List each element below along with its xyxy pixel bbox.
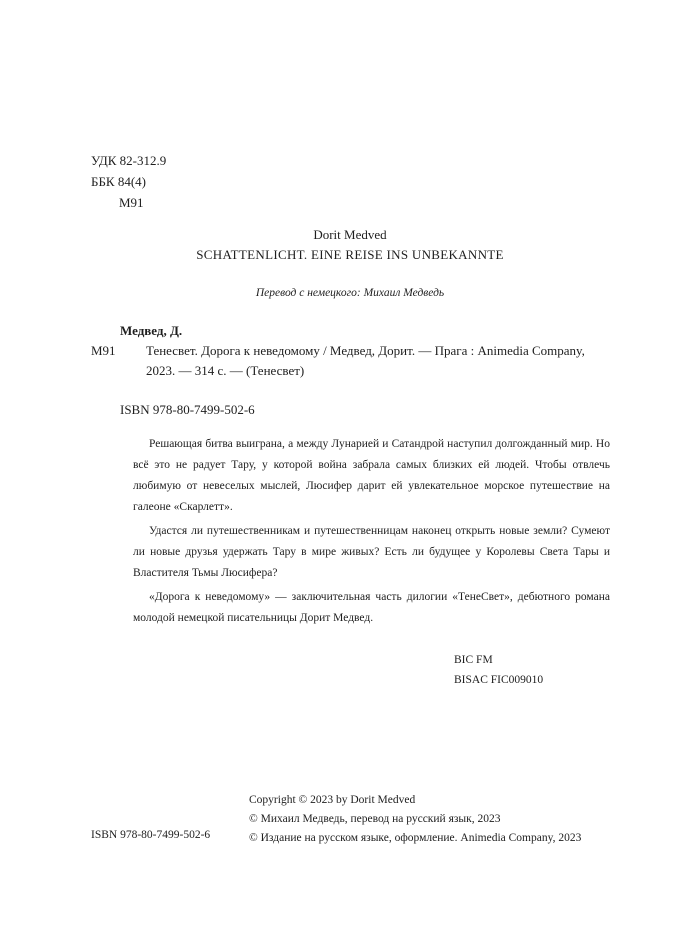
annotation-paragraph: Удастся ли путешественникам и путешественницам наконец открыть новые земли? Сумеют ли новые друзья удержать Тару в мире живых? Есть ли будущее у Королевы Света Тары и Властителя Тьмы Люсифера? <box>133 525 610 579</box>
isbn-copyright: ISBN 978-80-7499-502-6 <box>91 829 211 841</box>
copyright-line: Copyright © 2023 by Dorit Medved <box>249 794 416 806</box>
copyright-block <box>249 791 581 848</box>
author-mark: М91 <box>119 195 144 210</box>
annotation-paragraph: «Дорога к неведомому» — заключительная часть дилогии «ТенеСвет», дебютного романа молодой немецкой писательницы Дорит Медвед. <box>133 591 610 624</box>
annotation-paragraph: Решающая битва выиграна, а между Лунарией и Сатандрой наступил долгожданный мир. Но всё это не радует Тару, у которой война забрала самых близких ей людей. Чтобы отвлечь любимую от невеселых мыслей, Люсифер дарит ей увлекательное морское путешествие на галеоне «Скарлетт». <box>133 438 610 513</box>
classification-block <box>91 150 166 213</box>
catalog-heading: Медвед, Д. <box>120 323 183 338</box>
annotation-block <box>133 434 610 632</box>
isbn-main: ISBN 978-80-7499-502-6 <box>120 402 255 417</box>
copyright-line: © Издание на русском языке, оформление. Animedia Company, 2023 <box>249 832 582 844</box>
udk-code: УДК 82-312.9 <box>91 153 167 168</box>
bic-code: BIC FM <box>454 654 493 666</box>
catalog-line-2: 2023. — 314 с. — (Тенесвет) <box>146 363 305 378</box>
original-title: SCHATTENLICHT. EINE REISE INS UNBEKANNTE <box>196 247 504 262</box>
bbk-code: ББК 84(4) <box>91 174 147 189</box>
catalog-mark: М91 <box>91 343 116 358</box>
catalog-line-1: Тенесвет. Дорога к неведомому / Медвед, Дорит. — Прага : Animedia Company, <box>146 343 585 358</box>
copyright-line: © Михаил Медведь, перевод на русский язык, 2023 <box>249 813 501 825</box>
original-author: Dorit Medved <box>313 227 387 242</box>
translation-note: Перевод с немецкого: Михаил Медведь <box>255 287 445 299</box>
bisac-code: BISAC FIC009010 <box>454 674 544 686</box>
